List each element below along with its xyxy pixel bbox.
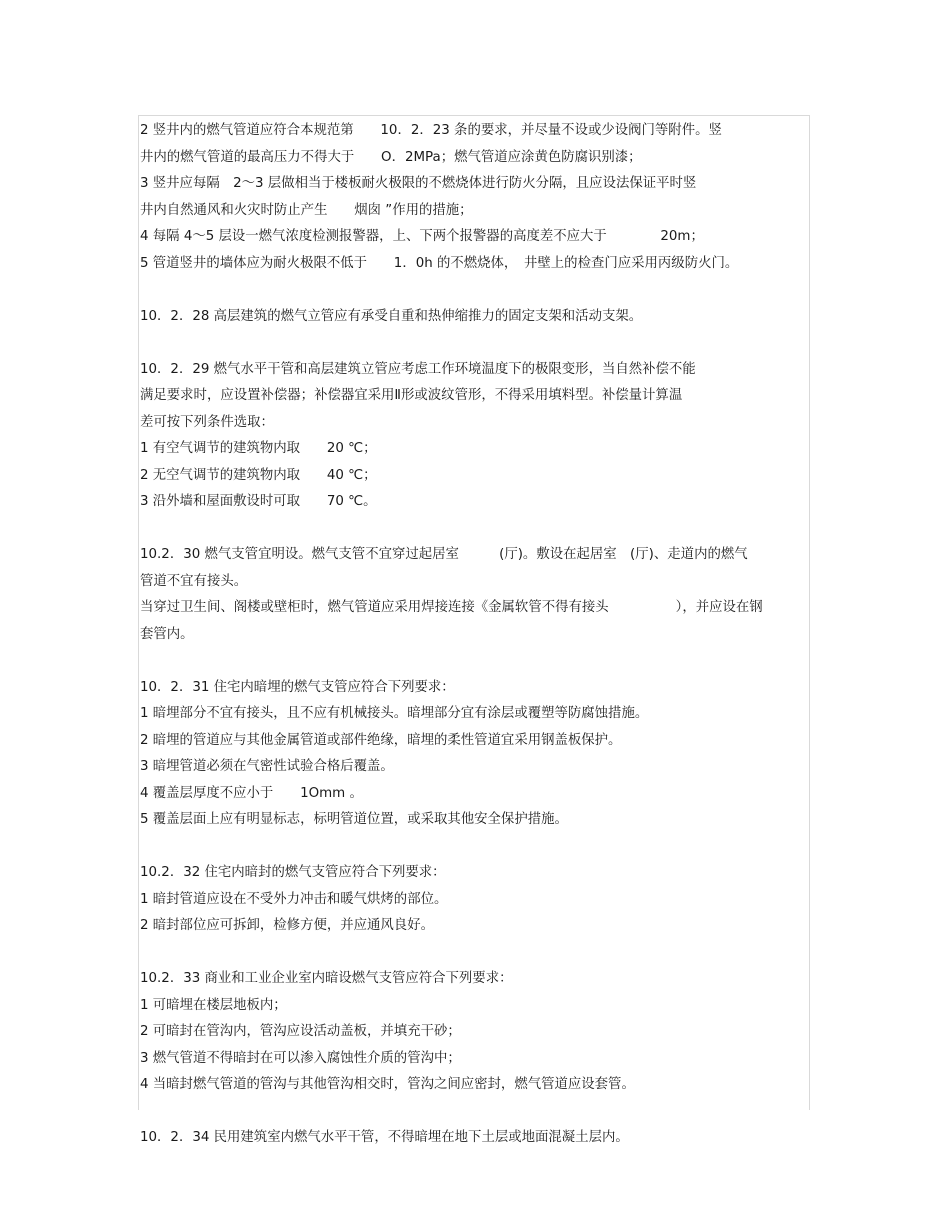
- list-item: 2 暗埋的管道应与其他金属管道或部件绝缘，暗埋的柔性管道宜采用钢盖板保护。: [140, 732, 622, 748]
- text-line: 井内自然通风和火灾时防止产生 烟囱 ”作用的措施；: [140, 202, 473, 218]
- text-line: 2 竖井内的燃气管道应符合本规范第 10．2．23 条的要求，并尽量不设或少设阀门等附件。竖: [140, 123, 722, 138]
- clause-heading: 10．2．28 高层建筑的燃气立管应有承受自重和热伸缩推力的固定支架和活动支架。: [140, 308, 643, 324]
- text-line: 当穿过卫生间、阁楼或壁柜时，燃气管道应采用焊接连接《金属软管不得有接头 ），并应设在钢: [140, 600, 763, 615]
- list-item: 1 有空气调节的建筑物内取 20 ℃；: [140, 441, 377, 456]
- paragraph-gap: [140, 277, 808, 304]
- text-line: 管道不宜有接头。: [140, 573, 248, 589]
- text-line: 套管内。: [140, 626, 194, 642]
- text-line: 井内的燃气管道的最高压力不得大于 O．2MPa；燃气管道应涂黄色防腐识别漆；: [140, 149, 642, 165]
- clause-heading: 10．2．31 住宅内暗埋的燃气支管应符合下列要求：: [140, 679, 455, 695]
- page-frame-left: [138, 115, 139, 1110]
- text-line: 3 竖井应每隔 2～3 层做相当于楼板耐火极限的不燃烧体进行防火分隔，且应设法保证平时竖: [140, 176, 697, 191]
- list-item: 4 覆盖层厚度不应小于 1Omm 。: [140, 785, 363, 801]
- list-item: 4 当暗封燃气管道的管沟与其他管沟相交时，管沟之间应密封，燃气管道应设套管。: [140, 1077, 635, 1092]
- list-item: 1 暗封管道应设在不受外力冲击和暖气烘烤的部位。: [140, 891, 448, 907]
- paragraph-gap: [140, 648, 808, 675]
- paragraph-gap: [140, 940, 808, 967]
- paragraph-gap: [140, 834, 808, 861]
- list-item: 5 覆盖层面上应有明显标志，标明管道位置，或采取其他安全保护措施。: [140, 812, 568, 827]
- list-item: 1 可暗埋在楼层地板内；: [140, 997, 287, 1013]
- list-item: 3 燃气管道不得暗封在可以渗入腐蚀性介质的管沟中；: [140, 1050, 461, 1066]
- clause-heading: 10.2．33 商业和工业企业室内暗设燃气支管应符合下列要求：: [140, 971, 513, 986]
- text-line: 4 每隔 4～5 层设一燃气浓度检测报警器，上、下两个报警器的高度差不应大于 20m；: [140, 229, 704, 244]
- list-item: 2 可暗封在管沟内，管沟应设活动盖板，并填充干砂；: [140, 1024, 461, 1039]
- document-body: [140, 118, 808, 1152]
- clause-heading: 10．2．29 燃气水平干管和高层建筑立管应考虑工作环境温度下的极限变形，当自然补偿不能: [140, 361, 696, 377]
- page-frame-right: [809, 115, 810, 1110]
- list-item: 2 无空气调节的建筑物内取 40 ℃；: [140, 467, 377, 483]
- list-item: 3 沿外墙和屋面敷设时可取 70 ℃。: [140, 494, 377, 509]
- list-item: 2 暗封部位应可拆卸，检修方便，并应通风良好。: [140, 918, 434, 933]
- clause-heading: 10.2．32 住宅内暗封的燃气支管应符合下列要求：: [140, 865, 446, 880]
- paragraph-gap: [140, 330, 808, 357]
- page-frame-top: [138, 115, 810, 116]
- paragraph-gap: [140, 1099, 808, 1126]
- text-line: 5 管道竖井的墙体应为耐火极限不低于 1．0h 的不燃烧体， 井壁上的检查门应采用丙级防火门。: [140, 255, 739, 271]
- clause-heading: 10．2．34 民用建筑室内燃气水平干管，不得暗埋在地下土层或地面混凝土层内。: [140, 1130, 629, 1145]
- list-item: 1 暗埋部分不宜有接头，且不应有机械接头。暗埋部分宜有涂层或覆塑等防腐蚀措施。: [140, 706, 649, 721]
- paragraph-gap: [140, 516, 808, 543]
- text-line: 差可按下列条件选取：: [140, 414, 274, 430]
- list-item: 3 暗埋管道必须在气密性试验合格后覆盖。: [140, 759, 394, 774]
- text-line: 满足要求时，应设置补偿器；补偿器宜采用Ⅱ形或波纹管形，不得采用填料型。补偿量计算温: [140, 388, 683, 403]
- clause-heading: 10.2．30 燃气支管宜明设。燃气支管不宜穿过起居室 (厅)。敷设在起居室 (厅)、走道内的燃气: [140, 547, 748, 562]
